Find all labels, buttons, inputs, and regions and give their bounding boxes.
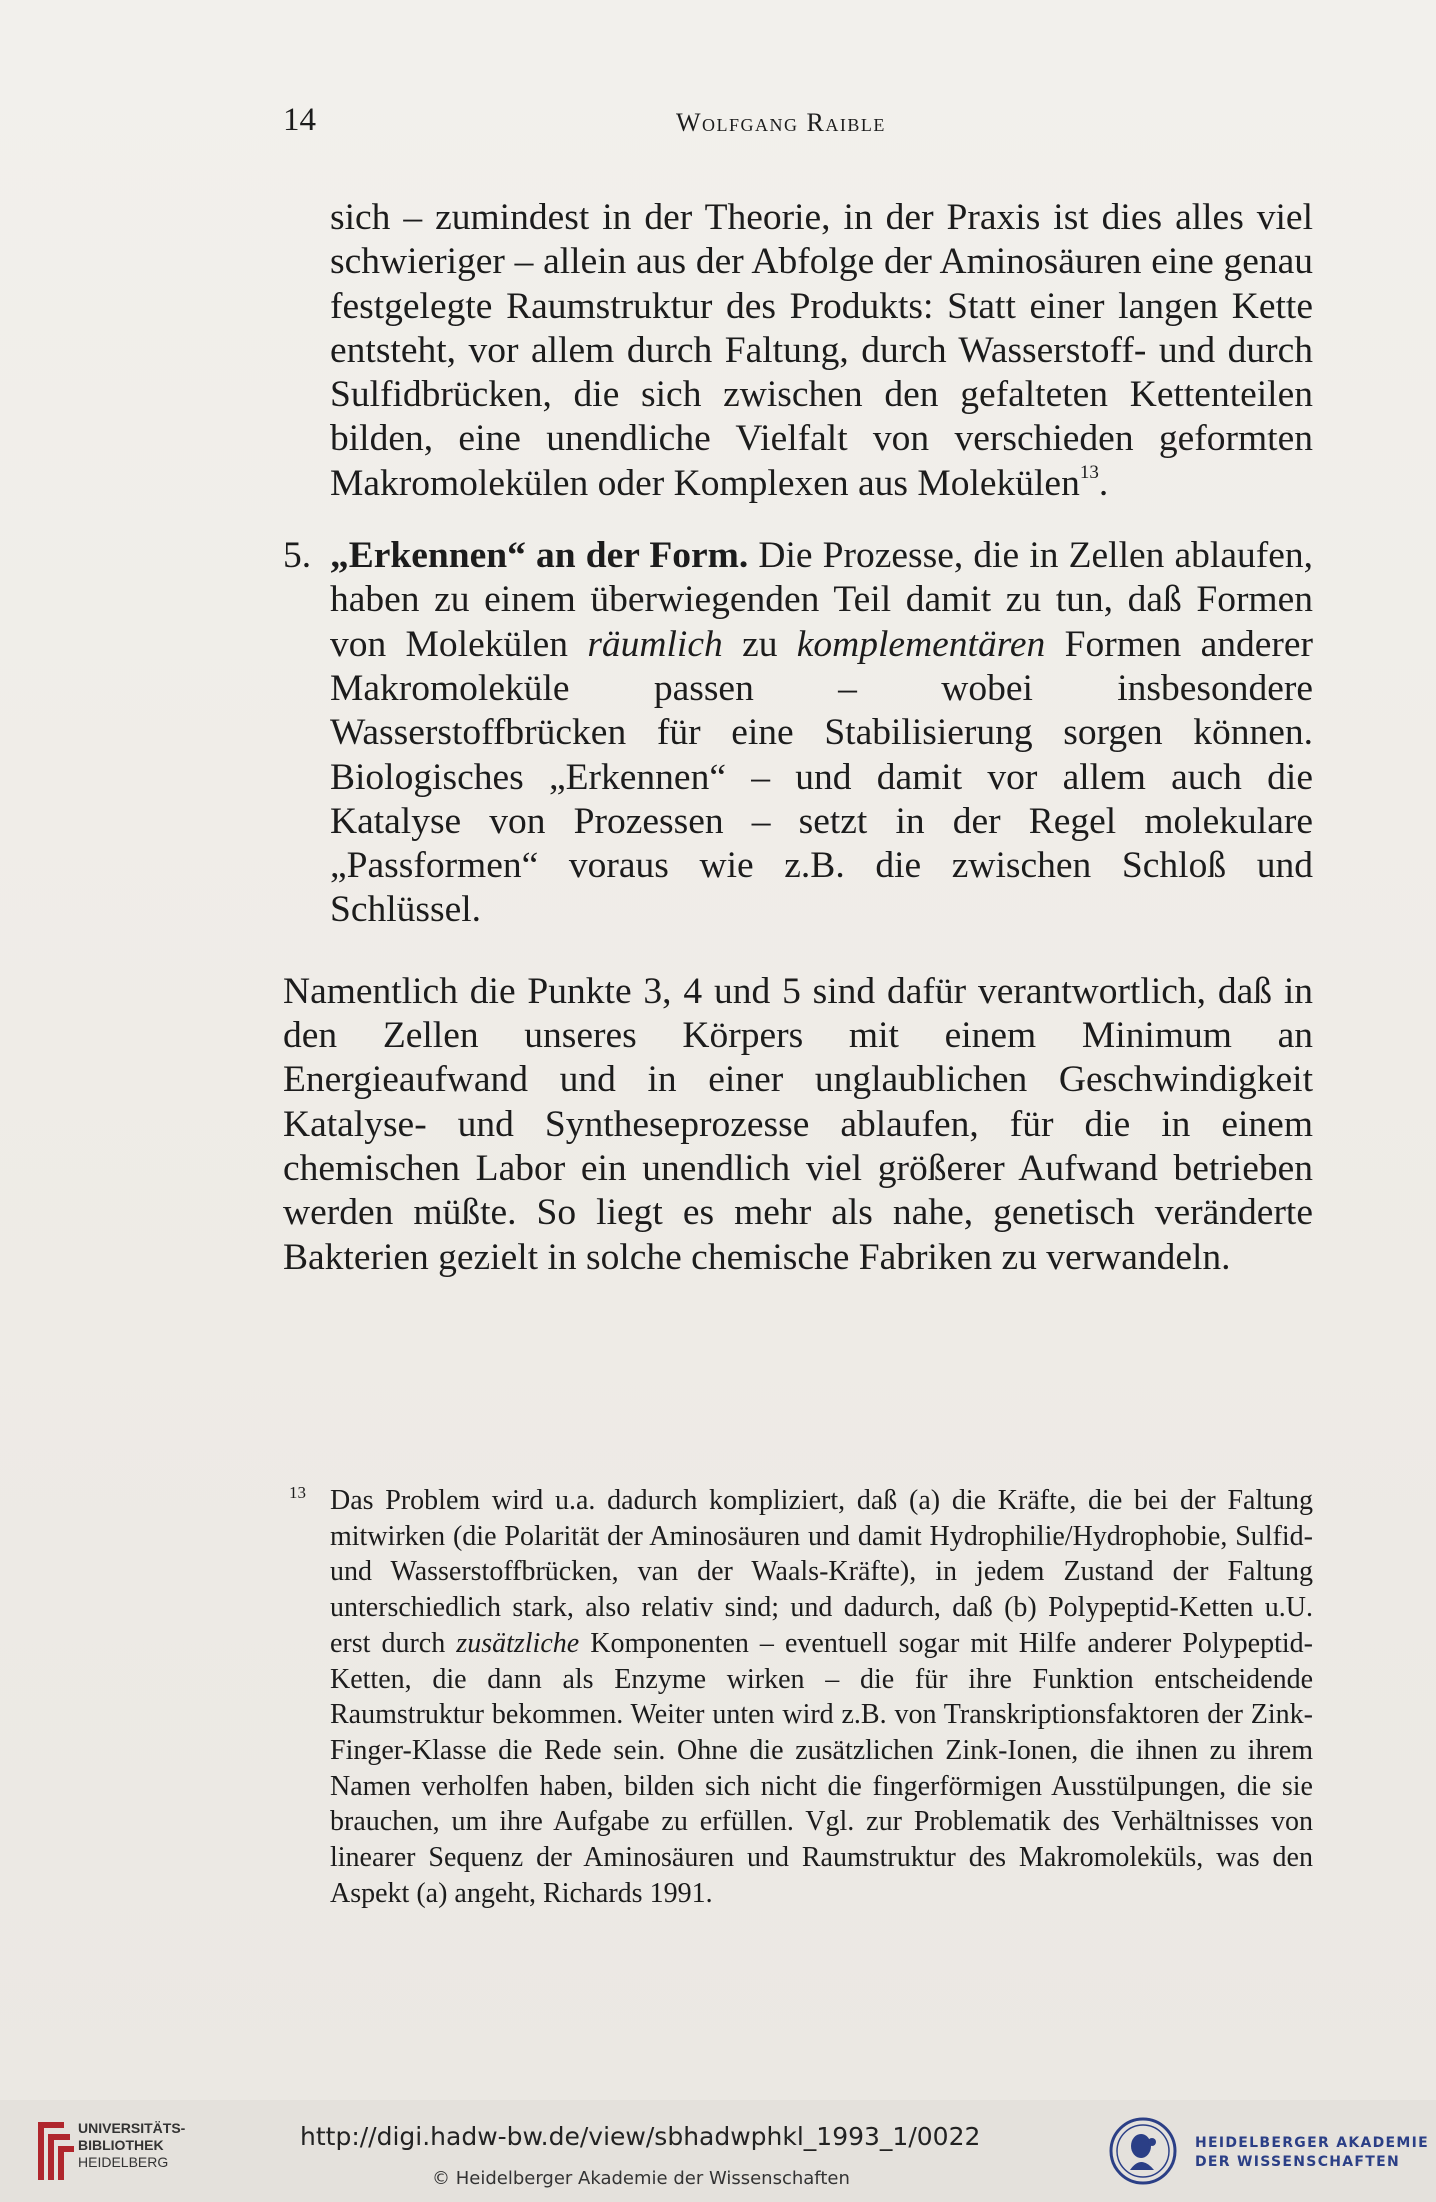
emphasis-zusaetzliche: zusätzliche bbox=[456, 1627, 580, 1659]
emphasis-raeumlich: räumlich bbox=[587, 623, 723, 665]
list-item-text-1: Die Prozesse, die in Zellen ablaufen, haben zu einem überwiegenden Teil damit zu tun, daß Formen von Molekülen bbox=[330, 535, 1313, 665]
footnote-text-2: Komponenten – eventuell sogar mit Hilfe anderer Polypeptid-Ketten, die dann als Enzyme wirken – die für ihre Funktion entscheidende Raumstruktur bekommen. Weiter unten wird z.B. von Transkriptionsfaktoren der Zink-Finger-Klasse die Rede sein. Ohne die zusätzlichen Zink-Ionen, die ihnen zu ihrem Namen verholfen haben, bilden sich nicht die fingerförmigen Ausstülpungen, die sie brauchen, um ihre Aufgabe zu erfüllen. Vgl. zur Problematik des Verhältnisses von linearer Sequenz der Aminosäuren und Raumstruktur des Makromoleküls, was den Aspekt (a) angeht, Richards 1991. bbox=[330, 1627, 1313, 1909]
library-name-line-3: HEIDELBERG bbox=[78, 2154, 169, 2170]
page-number: 14 bbox=[283, 102, 316, 138]
list-item-heading: „Erkennen“ an der Form. bbox=[330, 535, 749, 577]
library-name-line-1: UNIVERSITÄTS- bbox=[78, 2120, 186, 2136]
running-head: Wolfgang Raible bbox=[676, 108, 886, 137]
list-item-number: 5. bbox=[283, 535, 312, 577]
permalink-url[interactable]: http://digi.hadw-bw.de/view/sbhadwphkl_1993_1/0022 bbox=[300, 2122, 981, 2151]
emphasis-komplementaeren: komplementären bbox=[796, 623, 1046, 665]
academy-seal-icon bbox=[1108, 2116, 1178, 2186]
footnote-mark: 13 bbox=[289, 1483, 306, 1502]
footnote-text-1: Das Problem wird u.a. dadurch kompliziert, daß (a) die Kräfte, die bei der Faltung mitwirken (die Polarität der Aminosäuren und damit Hydrophilie/Hydrophobie, Sulfid- und Wasserstoffbrücken, van der Waals-Kräfte), in jedem Zustand der Faltung unterschiedlich stark, also relativ sind; und dadurch, daß (b) Polypeptid-Ketten u.U. erst durch bbox=[330, 1485, 1313, 1659]
list-item-body bbox=[283, 534, 1313, 933]
academy-name bbox=[1195, 2134, 1429, 2172]
footnote-13 bbox=[283, 1483, 1313, 1911]
paragraph-continuation bbox=[283, 196, 1313, 506]
paragraph-1-tail: . bbox=[1098, 462, 1109, 504]
copyright-notice: © Heidelberger Akademie der Wissenschaften bbox=[432, 2168, 850, 2189]
list-item-5 bbox=[283, 534, 1313, 933]
list-item-text-2: zu bbox=[722, 623, 797, 665]
page-header bbox=[283, 102, 1323, 146]
paragraph-1-text: sich – zumindest in der Theorie, in der Praxis ist dies alles viel schwieriger – allein aus der Abfolge der Aminosäuren eine genau festgelegte Raumstruktur des Produkts: Statt einer langen Kette entsteht, vor allem durch Faltung, durch Wasserstoff- und durch Sulfidbrücken, die sich zwischen den gefalteten Kettenteilen bilden, eine unendliche Vielfalt von verschieden geformten Makromolekülen oder Komplexen aus Molekülen bbox=[330, 197, 1313, 504]
body-text bbox=[283, 196, 1313, 1280]
list-item-text-3: Formen anderer Makromoleküle passen – wobei insbesondere Wasserstoffbrücken für eine Stabilisierung sorgen können. Biologisches „Erkennen“ – und damit vor allem auch die Katalyse von Prozessen – setzt in der Regel molekulare „Passformen“ voraus wie z.B. die zwischen Schloß und Schlüssel. bbox=[330, 623, 1313, 931]
university-library-name bbox=[78, 2120, 185, 2171]
academy-name-line-2: DER WISSENSCHAFTEN bbox=[1195, 2154, 1401, 2170]
footnote-reference: 13 bbox=[1079, 461, 1099, 483]
academy-name-line-1: HEIDELBERGER AKADEMIE bbox=[1195, 2135, 1430, 2151]
footnote-text bbox=[283, 1483, 1313, 1911]
digitization-footer bbox=[0, 2100, 1436, 2202]
paragraph-conclusion: Namentlich die Punkte 3, 4 und 5 sind dafür verantwortlich, daß in den Zellen unseres Körpers mit einem Minimum an Energieaufwand und in einer unglaublichen Geschwindigkeit Katalyse- und Syntheseprozesse ablaufen, für die in einem chemischen Labor ein unendlich viel größerer Aufwand betrieben werden müßte. So liegt es mehr als nahe, genetisch veränderte Bakterien gezielt in solche chemische Fabriken zu verwandeln. bbox=[283, 970, 1313, 1278]
library-name-line-2: BIBLIOTHEK bbox=[78, 2137, 164, 2153]
